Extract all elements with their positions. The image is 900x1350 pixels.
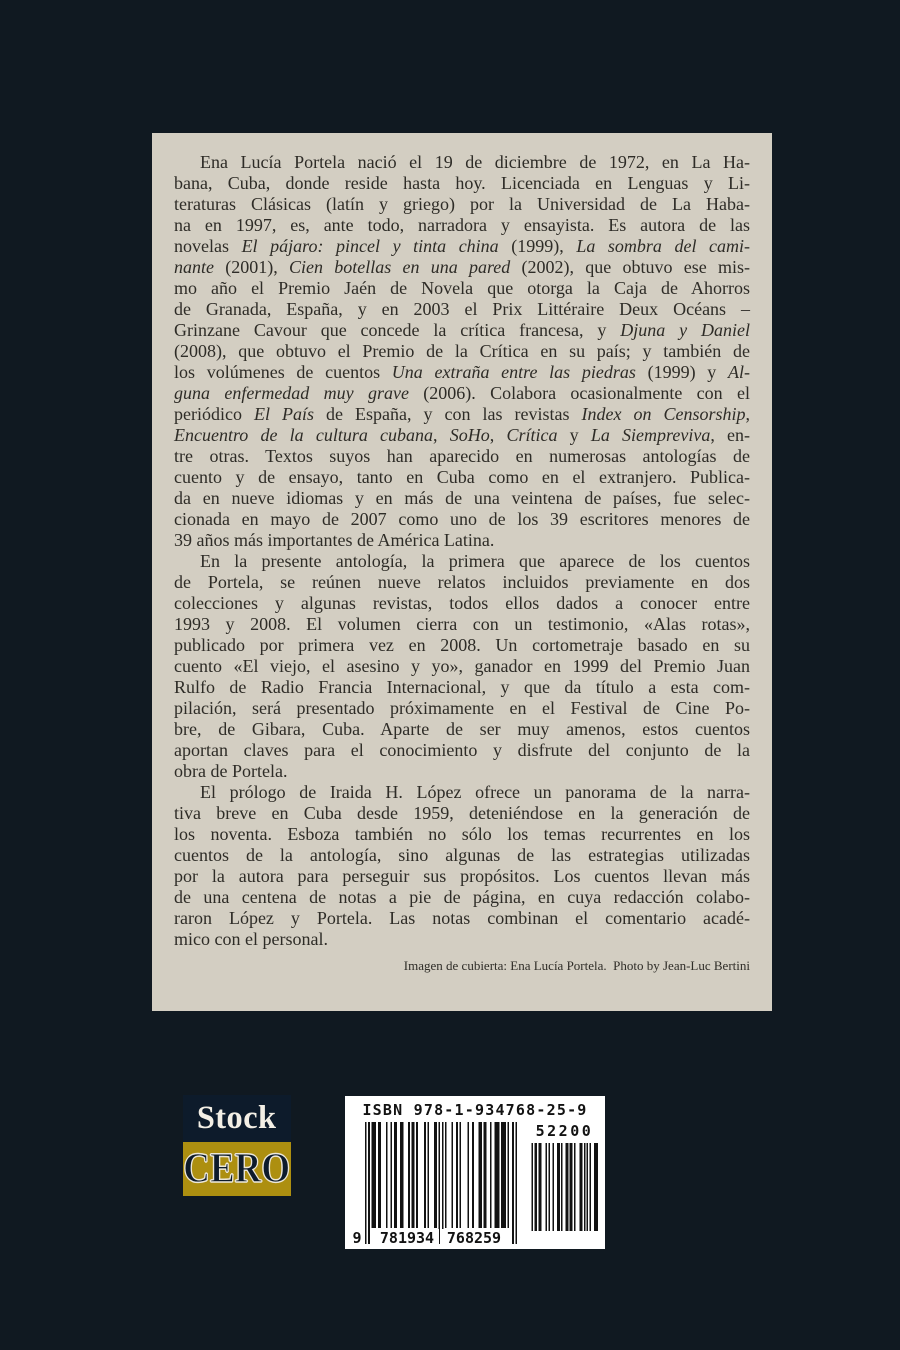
text-line: Encuentro de la cultura cubana, SoHo, Crítica y La Siempreviva, en- (174, 425, 751, 445)
ean13-bars (365, 1122, 517, 1244)
text-line: publicado por primera vez en 2008. Un cortometraje basado en su (174, 635, 750, 655)
text-line: cionada en mayo de 2007 como uno de los 39 escritores menores de (174, 509, 750, 529)
text-line: En la presente antología, la primera que aparece de los cuentos (200, 551, 750, 571)
text-line: cuento «El viejo, el asesino y yo», ganador en 1999 del Premio Juan (174, 656, 750, 676)
text-line: bana, Cuba, donde reside hasta hoy. Licenciada en Lenguas y Li- (174, 173, 750, 193)
text-line: los noventa. Esboza también no sólo los temas recurrentes en los (174, 824, 750, 844)
text-line: obra de Portela. (174, 761, 288, 781)
cover-photo-credit: Imagen de cubierta: Ena Lucía Portela. Photo by Jean-Luc Bertini (403, 958, 750, 973)
text-line: de Granada, España, y en 2003 el Prix Littéraire Deux Océans – (174, 299, 750, 319)
barcode-digit-group-2: 768259 (442, 1229, 506, 1247)
addon-bars (530, 1143, 598, 1231)
blurb-paragraph (174, 551, 750, 782)
text-line: na en 1997, es, ante todo, narradora y ensayista. Es autora de las (174, 215, 750, 235)
price-addon-barcode (530, 1122, 599, 1246)
text-line: de Portela, se reúnen nueve relatos incluidos previamente en dos (174, 572, 750, 592)
blurb-text (174, 152, 750, 950)
isbn-number: ISBN 978-1-934768-25-9 (362, 1101, 588, 1119)
publisher-name-stock: Stock (197, 1100, 277, 1136)
text-line: pilación, será presentado próximamente en el Festival de Cine Po- (174, 698, 750, 718)
text-line: tiva breve en Cuba desde 1959, deteniéndose en la generación de (174, 803, 750, 823)
blurb-paragraph (174, 152, 750, 551)
barcode-digit-group-1: 781934 (375, 1229, 439, 1247)
addon-code: 52200 (535, 1122, 594, 1140)
text-line: colecciones y algunas revistas, todos ellos dados a conocer entre (174, 593, 750, 613)
publisher-logo-bottom (183, 1142, 291, 1196)
text-line: raron López y Portela. Las notas combinan el comentario acadé- (174, 908, 750, 928)
isbn-barcode-panel (345, 1096, 605, 1249)
text-line: aportan claves para el conocimiento y disfrute del conjunto de la (174, 740, 750, 760)
publisher-logo (183, 1095, 291, 1196)
text-line: 1993 y 2008. El volumen cierra con un testimonio, «Alas rotas», (174, 614, 750, 634)
text-line: nante (2001), Cien botellas en una pared (2002), que obtuvo ese mis- (174, 257, 750, 277)
text-line: tre otras. Textos suyos han aparecido en numerosas antologías de (174, 446, 750, 466)
text-line: Grinzane Cavour que concede la crítica francesa, y Djuna y Daniel (174, 320, 750, 340)
publisher-name-cero: CERO (183, 1146, 291, 1192)
text-line: El prólogo de Iraida H. López ofrece un panorama de la narra- (200, 782, 750, 802)
text-line: teraturas Clásicas (latín y griego) por la Universidad de La Haba- (174, 194, 750, 214)
text-line: los volúmenes de cuentos Una extraña entre las piedras (1999) y Al- (174, 362, 750, 382)
blurb-paragraph (174, 782, 750, 950)
text-line: da en nueve idiomas y en más de una veintena de países, fue selec- (174, 488, 750, 508)
text-line: (2008), que obtuvo el Premio de la Crítica en su país; y también de (174, 341, 750, 361)
ean13-barcode (351, 1122, 518, 1246)
text-line: Rulfo de Radio Francia Internacional, y que da título a esta com- (174, 677, 750, 697)
text-line: cuentos de la antología, sino algunas de las estrategias utilizadas (174, 845, 750, 865)
blurb-panel (152, 133, 772, 1011)
text-line: guna enfermedad muy grave (2006). Colabora ocasionalmente con el (174, 383, 750, 403)
text-line: mico con el personal. (174, 929, 328, 949)
text-line: por la autora para perseguir sus propósitos. Los cuentos llevan más (174, 866, 750, 886)
text-line: mo año el Premio Jaén de Novela que otorga la Caja de Ahorros (174, 278, 750, 298)
barcode-digit-lead: 9 (352, 1229, 362, 1247)
text-line: Ena Lucía Portela nació el 19 de diciembre de 1972, en La Ha- (200, 152, 750, 172)
text-line: 39 años más importantes de América Latina. (174, 530, 495, 550)
text-line: periódico El País de España, y con las revistas Index on Censorship, (174, 404, 751, 424)
text-line: de una centena de notas a pie de página, en cuya redacción colabo- (174, 887, 750, 907)
barcode-row (351, 1122, 599, 1246)
text-line: bre, de Gibara, Cuba. Aparte de ser muy amenos, estos cuentos (174, 719, 750, 739)
text-line: novelas El pájaro: pincel y tinta china (1999), La sombra del cami- (174, 236, 751, 256)
publisher-logo-top (183, 1095, 291, 1142)
text-line: cuento y de ensayo, tanto en Cuba como en el extranjero. Publica- (174, 467, 750, 487)
